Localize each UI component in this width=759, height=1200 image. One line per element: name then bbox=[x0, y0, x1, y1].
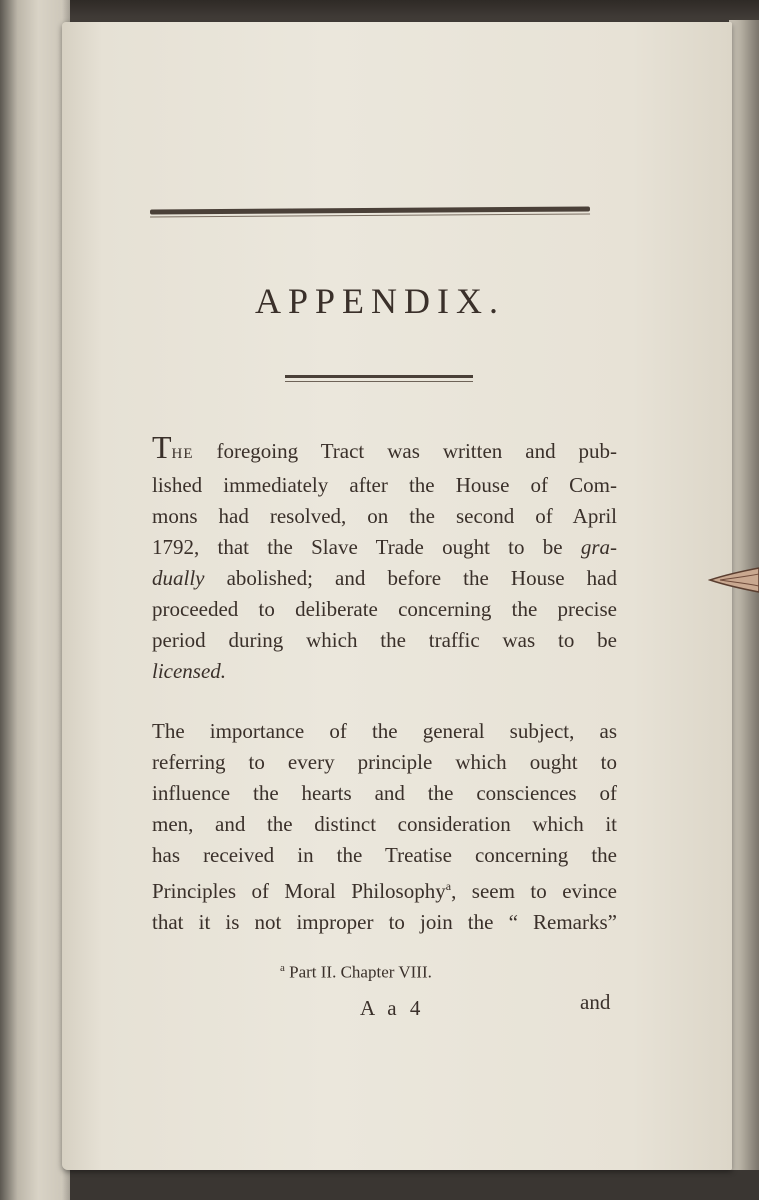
text-line-content: , seem to evince bbox=[451, 879, 617, 903]
catchword: and bbox=[580, 990, 611, 1014]
signature-mark: A a 4 bbox=[360, 996, 425, 1020]
text-line-content: foregoing Tract was written and pub- bbox=[216, 439, 618, 463]
decorative-rule-small bbox=[285, 375, 473, 378]
bookmark-clip-icon bbox=[708, 560, 759, 600]
text-line-content: abolished; and before the House had bbox=[226, 566, 618, 590]
italic-text: dually bbox=[152, 566, 205, 590]
italic-text: gra- bbox=[580, 535, 618, 559]
text-line-content: Principles of Moral Philosophy bbox=[152, 879, 446, 903]
text-line: mons had resolved, on the second of April bbox=[152, 504, 617, 528]
text-line: referring to every principle which ought to bbox=[152, 750, 617, 774]
text-line: has received in the Treatise concerning the bbox=[152, 843, 617, 867]
paragraph-1 bbox=[152, 429, 618, 687]
paragraph-2 bbox=[152, 716, 617, 938]
text-line bbox=[152, 532, 617, 563]
text-line: proceeded to deliberate concerning the precise bbox=[152, 597, 617, 621]
small-caps-lead: HE bbox=[171, 446, 194, 462]
text-line bbox=[152, 871, 617, 907]
page-heading: APPENDIX. bbox=[254, 281, 505, 321]
text-line: influence the hearts and the consciences of bbox=[152, 781, 617, 805]
footnote-marker: a bbox=[280, 962, 285, 974]
book-cover-left bbox=[0, 0, 70, 1200]
text-line bbox=[152, 563, 617, 594]
text-line bbox=[152, 429, 618, 470]
footnote-reference: a bbox=[445, 879, 452, 893]
drop-cap: T bbox=[152, 429, 172, 465]
text-line-content: 1792, that the Slave Trade ought to be bbox=[152, 535, 563, 559]
footnote bbox=[280, 962, 432, 983]
text-line: period during which the traffic was to be bbox=[152, 628, 617, 652]
text-line: that it is not improper to join the “ Remarks” bbox=[152, 910, 617, 934]
text-line: men, and the distinct consideration which it bbox=[152, 812, 617, 836]
text-line: licensed. bbox=[152, 659, 227, 683]
text-line: The importance of the general subject, as bbox=[152, 719, 617, 743]
footnote-text: Part II. Chapter VIII. bbox=[289, 962, 432, 982]
text-line: lished immediately after the House of Com- bbox=[152, 473, 617, 497]
